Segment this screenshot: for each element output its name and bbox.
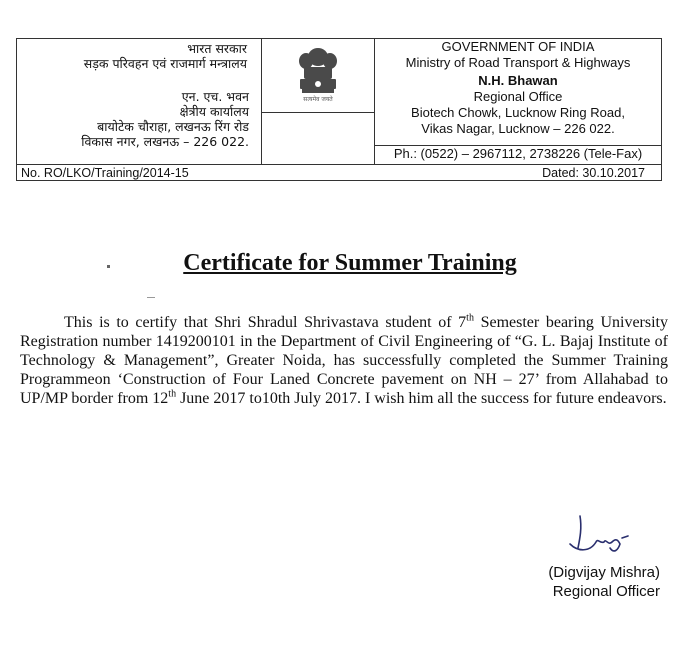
hindi-org-line: भारत सरकार: [187, 41, 247, 56]
english-org-line: Ministry of Road Transport & Highways: [405, 55, 631, 70]
certificate-body: [20, 313, 668, 408]
scan-speck: [147, 297, 155, 298]
letter-date: Dated: 30.10.2017: [542, 166, 645, 180]
hindi-office-line: विकास नगर, लखनऊ – 226 022.: [81, 134, 249, 149]
hindi-office-line: क्षेत्रीय कार्यालय: [179, 104, 249, 119]
body-text-part: June 2017 to10th July 2017. I wish him all the success for future endeavors.: [176, 390, 667, 407]
signatory-designation: Regional Officer: [552, 583, 660, 600]
reference-number: No. RO/LKO/Training/2014-15: [21, 166, 189, 180]
reference-row: [17, 165, 661, 181]
hindi-org-line: सड़क परिवहन एवं राजमार्ग मन्त्रालय: [83, 56, 247, 71]
superscript: th: [466, 312, 474, 324]
emblem-caption: सत्यमेव जयते: [303, 96, 333, 103]
hindi-office-line: एन. एच. भवन: [181, 89, 249, 104]
office-title: N.H. Bhawan: [478, 73, 558, 88]
certificate-title: Certificate for Summer Training: [183, 250, 517, 276]
english-office-line: Regional Office: [473, 89, 563, 104]
signatory-name: (Digvijay Mishra): [548, 564, 660, 581]
letterhead: [16, 38, 662, 181]
phone-number: Ph.: (0522) – 2967112, 2738226 (Tele-Fax): [393, 146, 643, 161]
english-address: [375, 39, 661, 137]
divider-emblem-bottom: [261, 112, 375, 113]
english-office-line: Biotech Chowk, Lucknow Ring Road,: [411, 105, 625, 120]
body-text-part: Semester bearing University Registration number 1419200101 in the Department of Civil Engineering of “G. L. Bajaj Institute of Technology & Management”, Greater Noida, has successfully completed the Summer Training Programmeon ‘Construction of Four Laned Concrete pavement on NH – 27’ from Allahabad to UP/MP border from 12: [20, 314, 668, 407]
hindi-office-line: बायोटेक चौराहा, लखनऊ रिंग रोड: [97, 119, 249, 134]
english-office-line: Vikas Nagar, Lucknow – 226 022.: [421, 121, 615, 136]
body-text-part: This is to certify that Shri Shradul Shrivastava student of 7: [64, 314, 467, 331]
superscript: th: [168, 388, 177, 400]
signature-icon: [560, 508, 640, 560]
english-org-line: GOVERNMENT OF INDIA: [441, 39, 595, 54]
signatory-block: [548, 563, 660, 601]
national-emblem: [262, 39, 374, 112]
